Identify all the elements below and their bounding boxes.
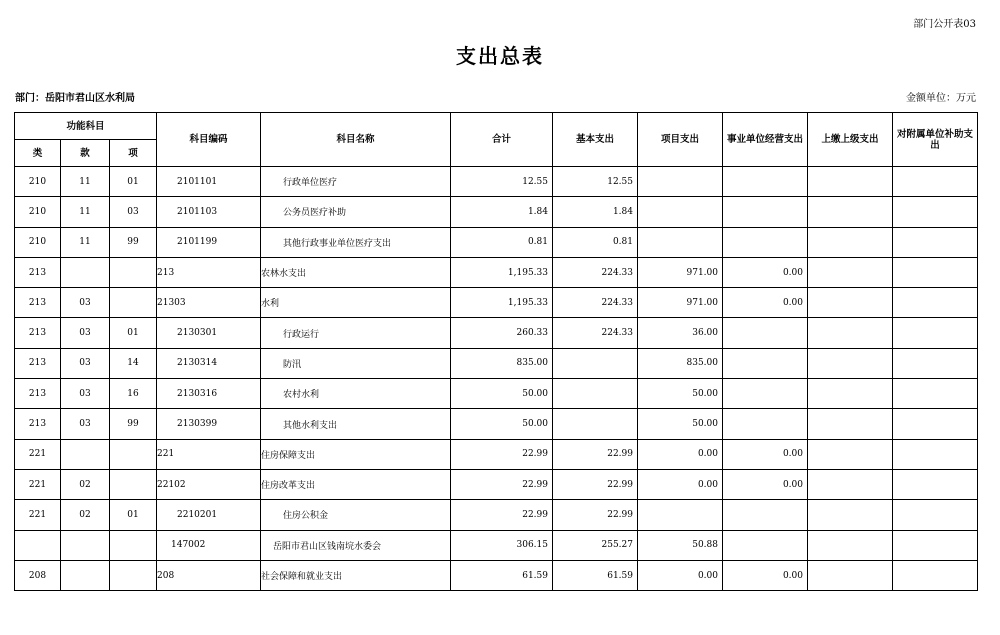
table-row [15,500,978,530]
table-row [15,167,978,197]
header-subsidy: 对附属单位补助支出 [893,113,978,167]
cell-remit [808,379,893,409]
cell-basic: 224.33 [553,318,638,348]
cell-kuan: 11 [61,167,110,197]
cell-name: 防汛 [261,348,451,378]
cell-project: 835.00 [638,348,723,378]
cell-code: 2130301 [157,318,261,348]
cell-remit [808,560,893,590]
cell-lei: 221 [15,469,61,499]
cell-code: 22102 [157,469,261,499]
cell-name: 住房公积金 [261,500,451,530]
cell-subsidy [893,197,978,227]
cell-xiang [110,560,157,590]
cell-business [723,530,808,560]
cell-business: 0.00 [723,288,808,318]
cell-total: 1,195.33 [451,257,553,287]
cell-basic [553,348,638,378]
cell-lei: 213 [15,409,61,439]
cell-kuan: 03 [61,379,110,409]
cell-basic: 224.33 [553,257,638,287]
cell-business [723,379,808,409]
cell-xiang: 14 [110,348,157,378]
cell-basic: 22.99 [553,469,638,499]
cell-lei: 221 [15,439,61,469]
table-row [15,469,978,499]
cell-xiang: 01 [110,500,157,530]
header-basic: 基本支出 [553,113,638,167]
cell-business [723,227,808,257]
cell-project: 50.88 [638,530,723,560]
table-row [15,530,978,560]
table-row [15,409,978,439]
cell-project: 50.00 [638,409,723,439]
cell-code: 2130314 [157,348,261,378]
cell-total: 835.00 [451,348,553,378]
cell-total: 22.99 [451,500,553,530]
header-row-top [15,113,978,140]
header-name: 科目名称 [261,113,451,167]
cell-basic [553,409,638,439]
cell-business: 0.00 [723,439,808,469]
cell-kuan: 11 [61,227,110,257]
header-business: 事业单位经营支出 [723,113,808,167]
table-row [15,560,978,590]
cell-remit [808,348,893,378]
cell-subsidy [893,560,978,590]
table-row [15,257,978,287]
cell-project: 0.00 [638,439,723,469]
cell-kuan: 03 [61,318,110,348]
cell-remit [808,439,893,469]
cell-remit [808,530,893,560]
cell-business: 0.00 [723,257,808,287]
cell-basic: 12.55 [553,167,638,197]
cell-remit [808,318,893,348]
cell-kuan: 02 [61,500,110,530]
cell-remit [808,197,893,227]
cell-code: 2130399 [157,409,261,439]
cell-remit [808,257,893,287]
cell-kuan [61,439,110,469]
cell-subsidy [893,439,978,469]
cell-code: 21303 [157,288,261,318]
cell-subsidy [893,409,978,439]
cell-name: 农林水支出 [261,257,451,287]
table-row [15,318,978,348]
cell-remit [808,409,893,439]
cell-subsidy [893,469,978,499]
cell-remit [808,500,893,530]
cell-business: 0.00 [723,469,808,499]
cell-business [723,318,808,348]
cell-lei: 213 [15,379,61,409]
cell-basic [553,379,638,409]
cell-xiang: 01 [110,318,157,348]
cell-total: 50.00 [451,409,553,439]
table-row [15,227,978,257]
cell-code: 2130316 [157,379,261,409]
cell-remit [808,227,893,257]
header-func-subject: 功能科目 [15,113,157,140]
cell-subsidy [893,288,978,318]
cell-lei: 208 [15,560,61,590]
cell-name: 行政运行 [261,318,451,348]
cell-kuan: 03 [61,348,110,378]
cell-basic: 255.27 [553,530,638,560]
cell-project: 0.00 [638,469,723,499]
cell-code: 2101199 [157,227,261,257]
cell-total: 306.15 [451,530,553,560]
cell-total: 0.81 [451,227,553,257]
cell-xiang [110,288,157,318]
amount-unit-label: 金额单位：万元 [906,93,976,104]
cell-kuan: 11 [61,197,110,227]
header-project: 项目支出 [638,113,723,167]
cell-business: 0.00 [723,560,808,590]
header-lei: 类 [15,140,61,167]
table-number-label: 部门公开表03 [913,19,976,30]
cell-business [723,167,808,197]
header-remit: 上缴上级支出 [808,113,893,167]
department-label: 部门：岳阳市君山区水利局 [15,93,135,104]
cell-project: 36.00 [638,318,723,348]
cell-lei: 213 [15,348,61,378]
cell-remit [808,167,893,197]
cell-xiang [110,257,157,287]
cell-lei: 213 [15,288,61,318]
table-row [15,439,978,469]
cell-xiang: 99 [110,409,157,439]
cell-subsidy [893,379,978,409]
cell-project: 50.00 [638,379,723,409]
cell-project [638,197,723,227]
cell-name: 住房保障支出 [261,439,451,469]
cell-project: 971.00 [638,257,723,287]
cell-remit [808,469,893,499]
cell-lei [15,530,61,560]
cell-kuan: 02 [61,469,110,499]
header-code: 科目编码 [157,113,261,167]
cell-subsidy [893,257,978,287]
cell-total: 12.55 [451,167,553,197]
cell-kuan [61,257,110,287]
cell-name: 水利 [261,288,451,318]
cell-code: 2101103 [157,197,261,227]
cell-code: 221 [157,439,261,469]
cell-remit [808,288,893,318]
cell-name: 农村水利 [261,379,451,409]
cell-subsidy [893,348,978,378]
cell-code: 2210201 [157,500,261,530]
cell-lei: 213 [15,257,61,287]
cell-xiang: 01 [110,167,157,197]
cell-code: 213 [157,257,261,287]
cell-lei: 210 [15,227,61,257]
cell-project [638,227,723,257]
cell-code: 2101101 [157,167,261,197]
cell-total: 22.99 [451,439,553,469]
cell-name: 公务员医疗补助 [261,197,451,227]
cell-total: 1.84 [451,197,553,227]
cell-name: 住房改革支出 [261,469,451,499]
cell-basic: 0.81 [553,227,638,257]
cell-lei: 221 [15,500,61,530]
cell-basic: 22.99 [553,439,638,469]
page-title: 支出总表 [456,44,544,68]
cell-project [638,500,723,530]
table-row [15,288,978,318]
cell-code: 208 [157,560,261,590]
cell-xiang [110,439,157,469]
header-kuan: 款 [61,140,110,167]
cell-total: 1,195.33 [451,288,553,318]
cell-project: 0.00 [638,560,723,590]
table-row [15,197,978,227]
expenditure-table [14,112,978,591]
table-row [15,379,978,409]
cell-kuan [61,560,110,590]
cell-name: 行政单位医疗 [261,167,451,197]
cell-xiang [110,530,157,560]
cell-basic: 22.99 [553,500,638,530]
cell-xiang [110,469,157,499]
cell-project [638,167,723,197]
cell-lei: 210 [15,167,61,197]
header-total: 合计 [451,113,553,167]
cell-subsidy [893,530,978,560]
cell-subsidy [893,318,978,348]
cell-business [723,197,808,227]
cell-xiang: 99 [110,227,157,257]
cell-business [723,409,808,439]
cell-xiang: 03 [110,197,157,227]
cell-lei: 213 [15,318,61,348]
cell-subsidy [893,227,978,257]
cell-kuan: 03 [61,409,110,439]
cell-total: 22.99 [451,469,553,499]
cell-total: 260.33 [451,318,553,348]
cell-basic: 61.59 [553,560,638,590]
cell-kuan [61,530,110,560]
cell-business [723,500,808,530]
cell-business [723,348,808,378]
cell-total: 61.59 [451,560,553,590]
cell-name: 其他行政事业单位医疗支出 [261,227,451,257]
cell-name: 社会保障和就业支出 [261,560,451,590]
cell-basic: 224.33 [553,288,638,318]
cell-subsidy [893,167,978,197]
cell-basic: 1.84 [553,197,638,227]
table-row [15,348,978,378]
cell-total: 50.00 [451,379,553,409]
cell-lei: 210 [15,197,61,227]
cell-xiang: 16 [110,379,157,409]
cell-name: 岳阳市君山区钱南垸水委会 [261,530,451,560]
cell-code: 147002 [157,530,261,560]
cell-project: 971.00 [638,288,723,318]
header-xiang: 项 [110,140,157,167]
cell-name: 其他水利支出 [261,409,451,439]
cell-subsidy [893,500,978,530]
cell-kuan: 03 [61,288,110,318]
